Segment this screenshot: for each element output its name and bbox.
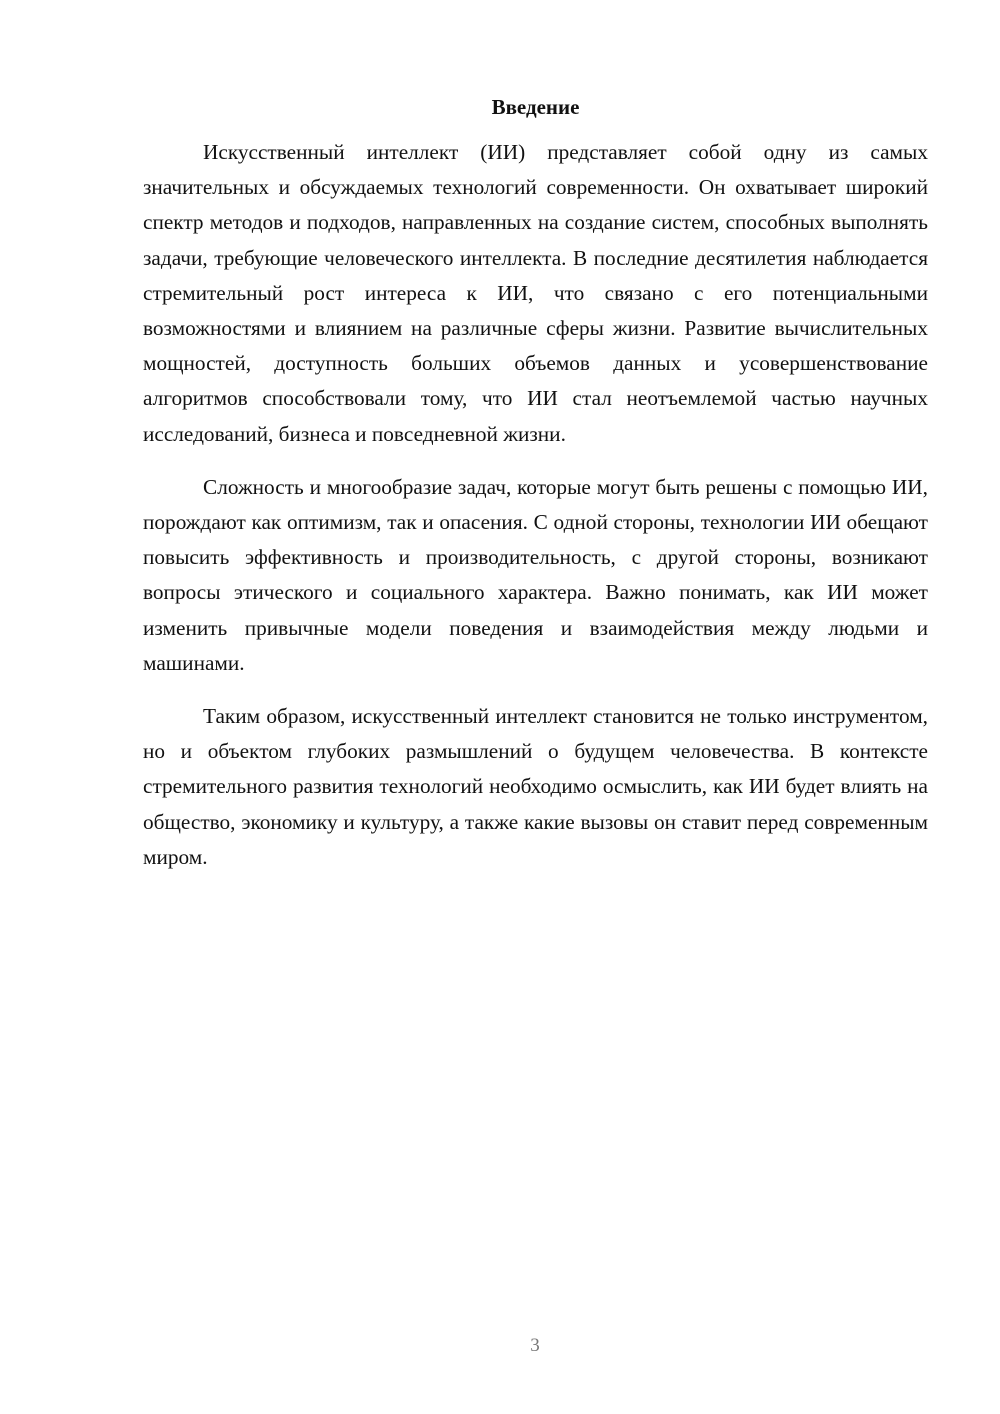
section-title: Введение: [491, 95, 580, 119]
paragraph-3: Таким образом, искусственный интеллект становится не только инструментом, но и объектом глубоких размышлений о будущем человечества. В контексте стремительного развития технологий необходимо осмыслить, как ИИ будет влиять на общество, экономику и культуру, а также какие вызовы он ставит перед современным миром.: [143, 704, 928, 869]
paragraph-1: Искусственный интеллект (ИИ) представляет собой одну из самых значительных и обсуждаемых технологий современности. Он охватывает широкий спектр методов и подходов, направленных на создание систем, способных выполнять задачи, требующие человеческого интеллекта. В последние десятилетия наблюдается стремительный рост интереса к ИИ, что связано с его потенциальными возможностями и влиянием на различные сферы жизни. Развитие вычислительных мощностей, доступность больших объемов данных и усовершенствование алгоритмов способствовали тому, что ИИ стал неотъемлемой частью научных исследований, бизнеса и повседневной жизни.: [143, 140, 928, 446]
page-number: 3: [530, 1335, 540, 1356]
page-content: [143, 90, 928, 893]
paragraph-2: Сложность и многообразие задач, которые могут быть решены с помощью ИИ, порождают как оптимизм, так и опасения. С одной стороны, технологии ИИ обещают повысить эффективность и производительность, с другой стороны, возникают вопросы этического и социального характера. Важно понимать, как ИИ может изменить привычные модели поведения и взаимодействия между людьми и машинами.: [143, 474, 928, 675]
